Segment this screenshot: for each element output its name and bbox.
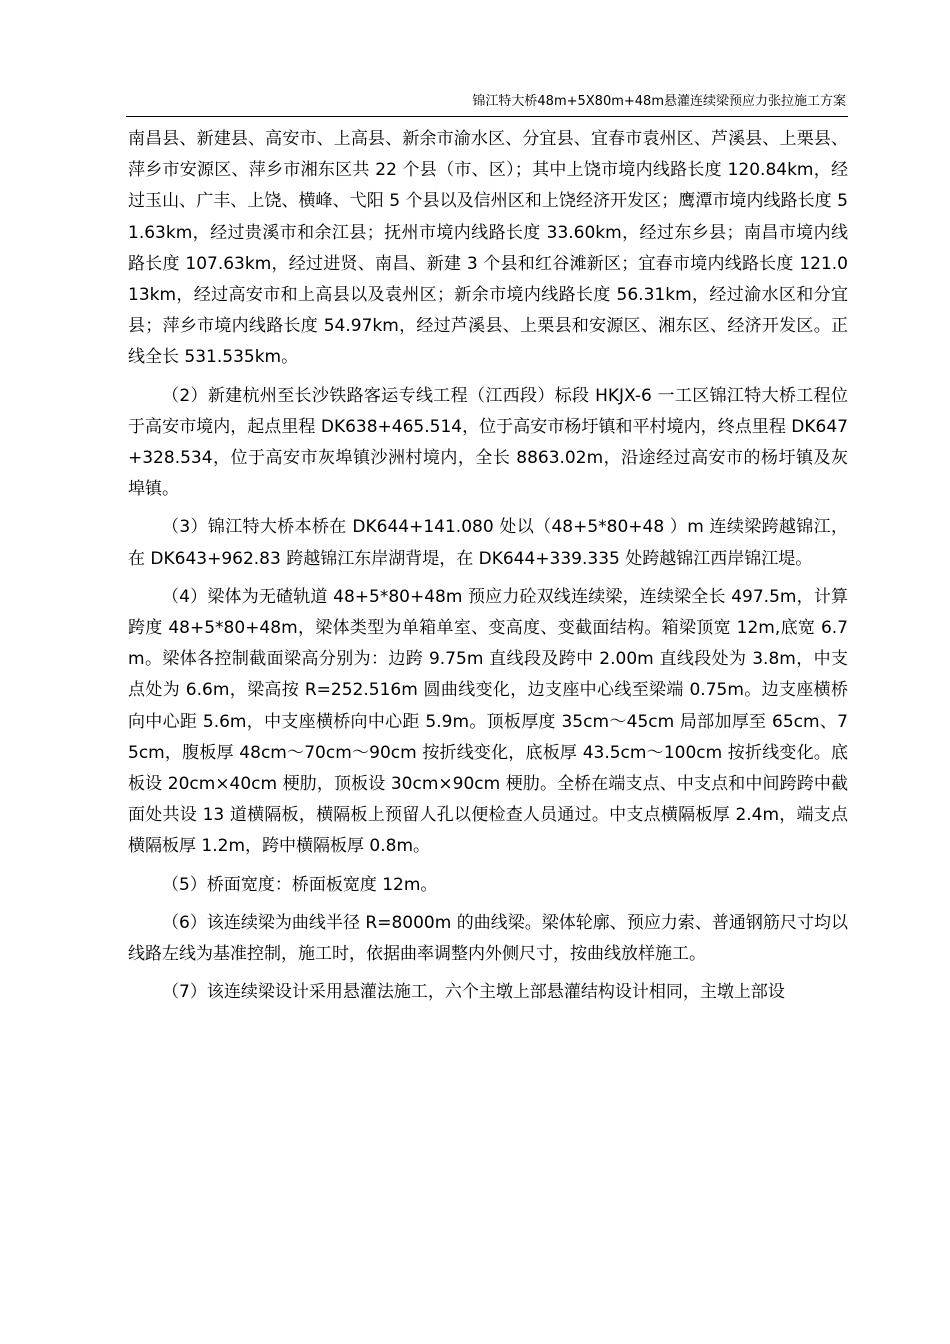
body-text (128, 124, 848, 1015)
running-header: 锦江特大桥48m+5X80m+48m悬灌连续梁预应力张拉施工方案 (472, 94, 846, 109)
paragraph-2: （2）新建杭州至长沙铁路客运专线工程（江西段）标段 HKJX-6 一工区锦江特大桥工程位于高安市境内，起点里程 DK638+465.514，位于高安市杨圩镇和平村境内，终点里程 DK647+328.534，位于高安市灰埠镇沙洲村境内，全长 8863.02m，沿途经过高安市的杨圩镇及灰埠镇。 (128, 385, 848, 500)
paragraph-3: （3）锦江特大桥本桥在 DK644+141.080 处以（48+5*80+48 ）m 连续梁跨越锦江，在 DK643+962.83 跨越锦江东岸湖背堤，在 DK644+339.335 处跨越锦江西岸锦江堤。 (128, 517, 848, 569)
header-rule (126, 116, 848, 117)
paragraph-5: （5）桥面宽度：桥面板宽度 12m。 (162, 874, 438, 895)
paragraph-continued: 南昌县、新建县、高安市、上高县、新余市渝水区、分宜县、宜春市袁州区、芦溪县、上栗县、萍乡市安源区、萍乡市湘东区共 22 个县（市、区）；其中上饶市境内线路长度 120.84km，经过玉山、广丰、上饶、横峰、弋阳 5 个县以及信州区和上饶经济开发区；鹰潭市境内线路长度 51.63km，经过贵溪市和余江县；抚州市境内线路长度 33.60km，经过东乡县；南昌市境内线路长度 107.63km，经过进贤、南昌、新建 3 个县和红谷滩新区；宜春市境内线路长度 121.013km，经过高安市和上高县以及袁州区；新余市境内线路长度 56.31km，经过渝水区和分宜县；萍乡市境内线路长度 54.97km，经过芦溪县、上栗县和安源区、湘东区、经济开发区。正线全长 531.535km。 (128, 129, 848, 368)
paragraph-4: （4）梁体为无碴轨道 48+5*80+48m 预应力砼双线连续梁，连续梁全长 497.5m，计算跨度 48+5*80+48m，梁体类型为单箱单室、变高度、变截面结构。箱梁顶宽 12m,底宽 6.7m。梁体各控制截面梁高分别为：边跨 9.75m 直线段及跨中 2.00m 直线段处为 3.8m，中支点处为 6.6m，梁高按 R=252.516m 圆曲线变化，边支座中心线至梁端 0.75m。边支座横桥向中心距 5.6m，中支座横桥向中心距 5.9m。顶板厚度 35cm～45cm 局部加厚至 65cm、75cm，腹板厚 48cm～70cm～90cm 按折线变化，底板厚 43.5cm～100cm 按折线变化。底板设 20cm×40cm 梗肋，顶板设 30cm×90cm 梗肋。全桥在端支点、中支点和中间跨跨中截面处共设 13 道横隔板，横隔板上预留人孔以便检查人员通过。中支点横隔板厚 2.4m，端支点横隔板厚 1.2m，跨中横隔板厚 0.8m。 (128, 586, 848, 857)
paragraph-7: （7）该连续梁设计采用悬灌法施工，六个主墩上部悬灌结构设计相同，主墩上部设 (162, 982, 785, 1003)
paragraph-6: （6）该连续梁为曲线半径 R=8000m 的曲线梁。梁体轮廓、预应力索、普通钢筋尺寸均以线路左线为基准控制，施工时，依据曲率调整内外侧尺寸，按曲线放样施工。 (128, 912, 848, 965)
